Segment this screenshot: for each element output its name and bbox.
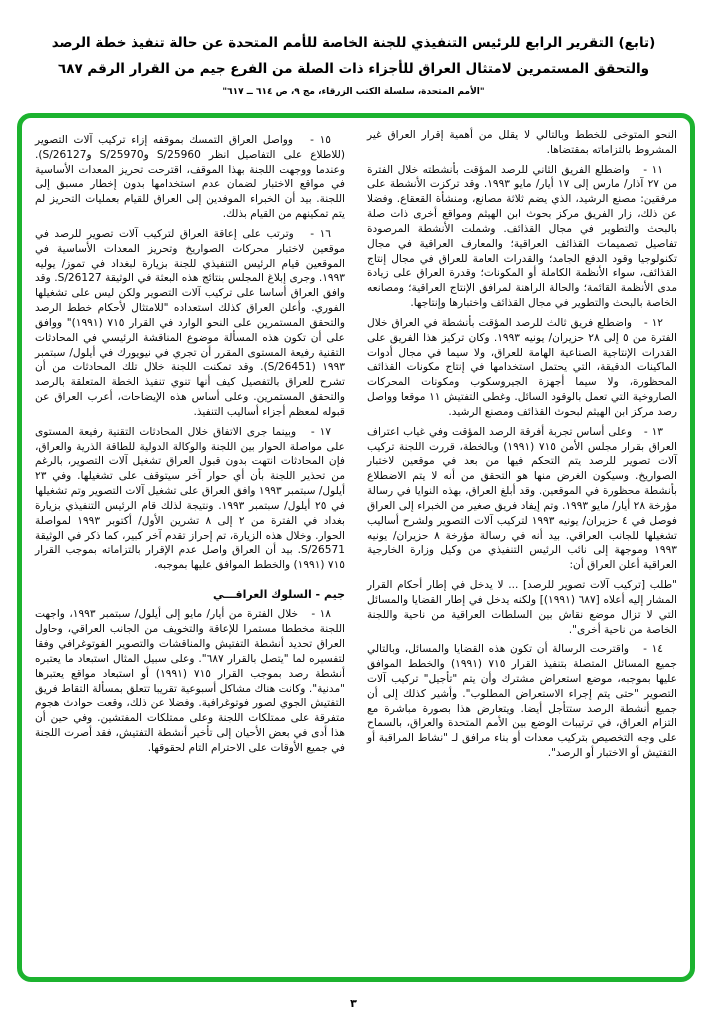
header-title-line-2: والتحقق المستمرين لامتثال العراق للأجزاء ذات الصلة من الفرع جيم من القرار الرقم ٦٨٧	[57, 61, 650, 78]
paragraph-13: ١٣ - وعلى أساس تجربة أفرقة الرصد المؤقت وفي غياب اعتراف العراق بقرار مجلس الأمن ٧١٥ (١٩٩١) وبالخطة، قررت اللجنة تركيب آلات تصوير للرصد يتم التحكم فيها من بعد في موقعين لاختبار الصواريخ. وسيكون الغرض منها هو التحقق من أنه لا يتم الاضطلاع بأنشطة محظورة في الموقعين. وقد أبلغ العراق، بهذه النوايا في رسالة مؤرخة ٢٨ أيار/ مايو ١٩٩٣. وتم إيفاد فريق صغير من الخبراء إلى العراق فوصل في ٤ حزيران/ يونيه ١٩٩٣ لتركيب آلات التصوير ولشرح أساليب تشغيلها للجانب العراقي. بيد أنه في رسالة مؤرخة ٨ حزيران/ يونيه ١٩٩٣ وموجهة إلى نائب الرئيس التنفيذي من وكيل وزارة الخارجية العراقية أعلن العراق أن:	[367, 425, 678, 572]
paragraph-quote: "طلب [تركيب آلات تصوير للرصد] ... لا يدخل في إطار أحكام القرار المشار إليه أعلاه [٦٨٧ (١٩٩١)] ولكنه يدخل في إطار القضايا والمسائل التي لا تزال موضع نقاش بين السلطات العراقية من ناحية واللجنة الخاصة من ناحية أخرى".	[367, 579, 677, 636]
paragraph-15: ١٥ - وواصل العراق التمسك بموقفه إزاء تركيب آلات التصوير (للاطلاع على التفاصيل انظر S/25960 وS/25970 وS/26127). وعندما ووجهت اللجنة بهذا الموقف، اقترحت تحريز المعدات الأساسية في مواقع الاختبار لضمان عدم استخدامها بدون إخطار مسبق إلى اللجنة. بيد أن الخبراء الموفدين إلى العراق للقيام بعمليات التحريز لم يتم تمكينهم من القيام بذلك.	[35, 134, 345, 221]
column-right-first	[367, 128, 677, 969]
paragraph-14: ١٤ - واقترحت الرسالة أن تكون هذه القضايا والمسائل، وبالتالي جميع المسائل المتصلة بتنفيذ القرار ٧١٥ (١٩٩١) والخطط الموافق عليها بموجبه، موضع استعراض مشترك وأن يتم "تأجيل" تركيب آلات التصوير "حتى يتم إجراء الاستعراض المطلوب". وأشير كذلك إلى أن جميع أنشطة الرصد ستتأجل أيضا. ويتعارض هذا بصورة مباشرة مع التزام العراق، في ترتيبات الوضع بين الأمم المتحدة والعراق، بالسماح على وجه التخصيص بتركيب معدات أو بناء مرافق لـ "نشاط المراقبة أو التفتيش أو الاختبار أو الرصد".	[367, 643, 677, 760]
paragraph-11: ١١ - واضطلع الفريق الثاني للرصد المؤقت بأنشطته خلال الفترة من ٢٧ آذار/ مارس إلى ١٧ أيار/ مايو ١٩٩٣. وقد تركزت الأنشطة على مرفقين: مصنع الرشيد، الذي يضم ثلاثة مصانع، ومنشأة القعقاع. وفضلا عن ذلك، زار الفريق مركز بحوث ابن الهيثم ومواقع أخرى ذات صلة بالبحث والتطوير في مجال القذائف. وشملت الأنشطة المرصودة تفاصيل تصميمات القذائف العراقية؛ والمعارف العراقية في مجال تكنولوجيا وقود الدفع الجامد؛ والقدرات العامة للعراق في مجال إنتاج القذائف، سواء الأنظمة الكاملة أو المكونات؛ وقدرة العراق على زيادة مدى الأنظمة القائمة؛ والحالة الراهنة لمرافق الإنتاج العراقية؛ ومصانعه الخاصة بالبحث والتطوير في مجال القذائف واختبارها وإنتاجها.	[367, 163, 678, 310]
page-number: ٣	[350, 997, 357, 1010]
paragraph-continuation: النحو المتوخى للخطط وبالتالي لا يقلل من أهمية إقرار العراق غير المشروط بالتزاماته بمقتضاها.	[367, 129, 677, 156]
paragraph-12: ١٢ - واضطلع فريق ثالث للرصد المؤقت بأنشطة في العراق خلال الفترة من ٥ إلى ٢٨ حزيران/ يونيه ١٩٩٣. وكان تركيز هذا الفريق على القدرات الإنتاجية الصناعية الهامة للعراق، ولا سيما في مجال أدوات الماكينات الدقيقة، التي يحتمل استخدامها في إنتاج مكونات القذائف المحظورة، ولا سيما أجهزة الجيروسكوب ومكونات المحركات الصاروخية التي تعمل بالوقود السائل. وغطى التفتيش ١١ موقعا وواصل رصد مركز ابن الهيثم لبحوث القذائف ومصنع الرشيد.	[367, 316, 678, 418]
section-heading-jeem: جيم - السلوك العراقـــي	[213, 588, 345, 602]
column-left-second	[35, 128, 345, 969]
document-header	[28, 30, 679, 97]
paragraph-17: ١٧ - وبينما جرى الاتفاق خلال المحادثات التقنية رفيعة المستوى على مواصلة الحوار بين اللجنة والوكالة الدولية للطاقة الذرية والعراق، فإن المحادثات انتهت بدون قبول العراق تشغيل آلات التصوير، بالرغم من تحذير اللجنة بأن أي حوار آخر سيتوقف على تشغيلها. وفي ٢٣ أيلول/ سبتمبر ١٩٩٣ وافق العراق على تشغيل آلات التصوير وتم تشغيلها في ٢٥ أيلول/ سبتمبر ١٩٩٣. ونتيجة لذلك قام الرئيس التنفيذي بزيارة بغداد في الفترة من ٢ إلى ٨ تشرين الأول/ أكتوبر ١٩٩٣ لمواصلة الحوار. وخلال هذه الزيارة، تم إحراز تقدم آخر كبير، كما ذكر في الوثيقة S/26571. بيد أن العراق واصل عدم الإقرار بالتزاماته بموجب القرار ٧١٥ (١٩٩١) والخطط الموافق عليها بموجبه.	[35, 425, 346, 572]
green-content-frame	[17, 113, 695, 982]
two-column-layout	[35, 128, 677, 969]
paragraph-16: ١٦ - وترتب على إعاقة العراق لتركيب آلات تصوير للرصد في موقعين لاختبار محركات الصواريخ وتحريز المعدات الأساسية في الموقعين قيام الرئيس التنفيذي للجنة بزيارة لبغداد في تموز/ يوليه ١٩٩٣. وجرى إبلاغ المجلس بنتائج هذه البعثة في الوثيقة S/26127. وقد وافق العراق أساسا على تركيب آلات التصوير ولكن ليس على تشغيلها الفوري. وأعلن العراق كذلك استعداده "للامتثال لأحكام خطط الرصد والتحقق المستمرين على النحو الوارد في القرار ٧١٥ (١٩٩١)" ووافق على أن تكون هذه المسألة موضوع المناقشة الرئيسي في المحادثات التقنية رفيعة المستوى المقرر أن تجري في نيويورك في أيلول/ سبتمبر ١٩٩٣ (S/26451). وقد تمكنت اللجنة خلال تلك المحادثات من أن تشرح للعراق بالتفصيل كيف أنها تنوي تنفيذ الخطة المتعلقة بالرصد والتحقق المستمرين. وعلى أساس هذه الإيضاحات، أعرب العراق عن قبوله لمعظم أجزاء أساليب التنفيذ.	[35, 227, 345, 418]
header-source-note: "الأمم المتحدة، سلسلة الكتب الزرقاء، مج ٩، ص ٦١٤ ــ ٦١٧"	[222, 86, 485, 97]
header-title-line-1: (تابع) التقرير الرابع للرئيس التنفيذي للجنة الخاصة للأمم المتحدة عن حالة تنفيذ خطة الرصد	[51, 35, 656, 51]
paragraph-18: ١٨ - خلال الفترة من أيار/ مايو إلى أيلول/ سبتمبر ١٩٩٣، واجهت اللجنة مخططا مستمرا للإعاقة والتخويف من الجانب العراقي، وحاول العراق تحديد أنشطة التفتيش والمناقشات والتصوير الفوتوغرافي وفقا لتفسيره لما "يتصل بالقرار ٦٨٧". وعلى سبيل المثال استبعاد ما يعتبره أنشطة رصد بموجب القرار ٧١٥ (١٩٩١) أو استبعاد مواقع يعتبرها "مدنية". وكانت هناك مشاكل أسبوعية تقريبا تتعلق بمسألة التقاط فريق التفتيش الجوي لصور فوتوغرافية. وفضلا عن ذلك، وقعت حوادث هجوم متفرقة على ممتلكات اللجنة وعلى ممتلكات المفتشين. وفي حين أن هذا أدى في بعض الأحيان إلى تأخير أنشطة التفتيش، فقد أصرت اللجنة في جميع الأوقات على الاحترام التام لحقوقها.	[35, 608, 345, 754]
